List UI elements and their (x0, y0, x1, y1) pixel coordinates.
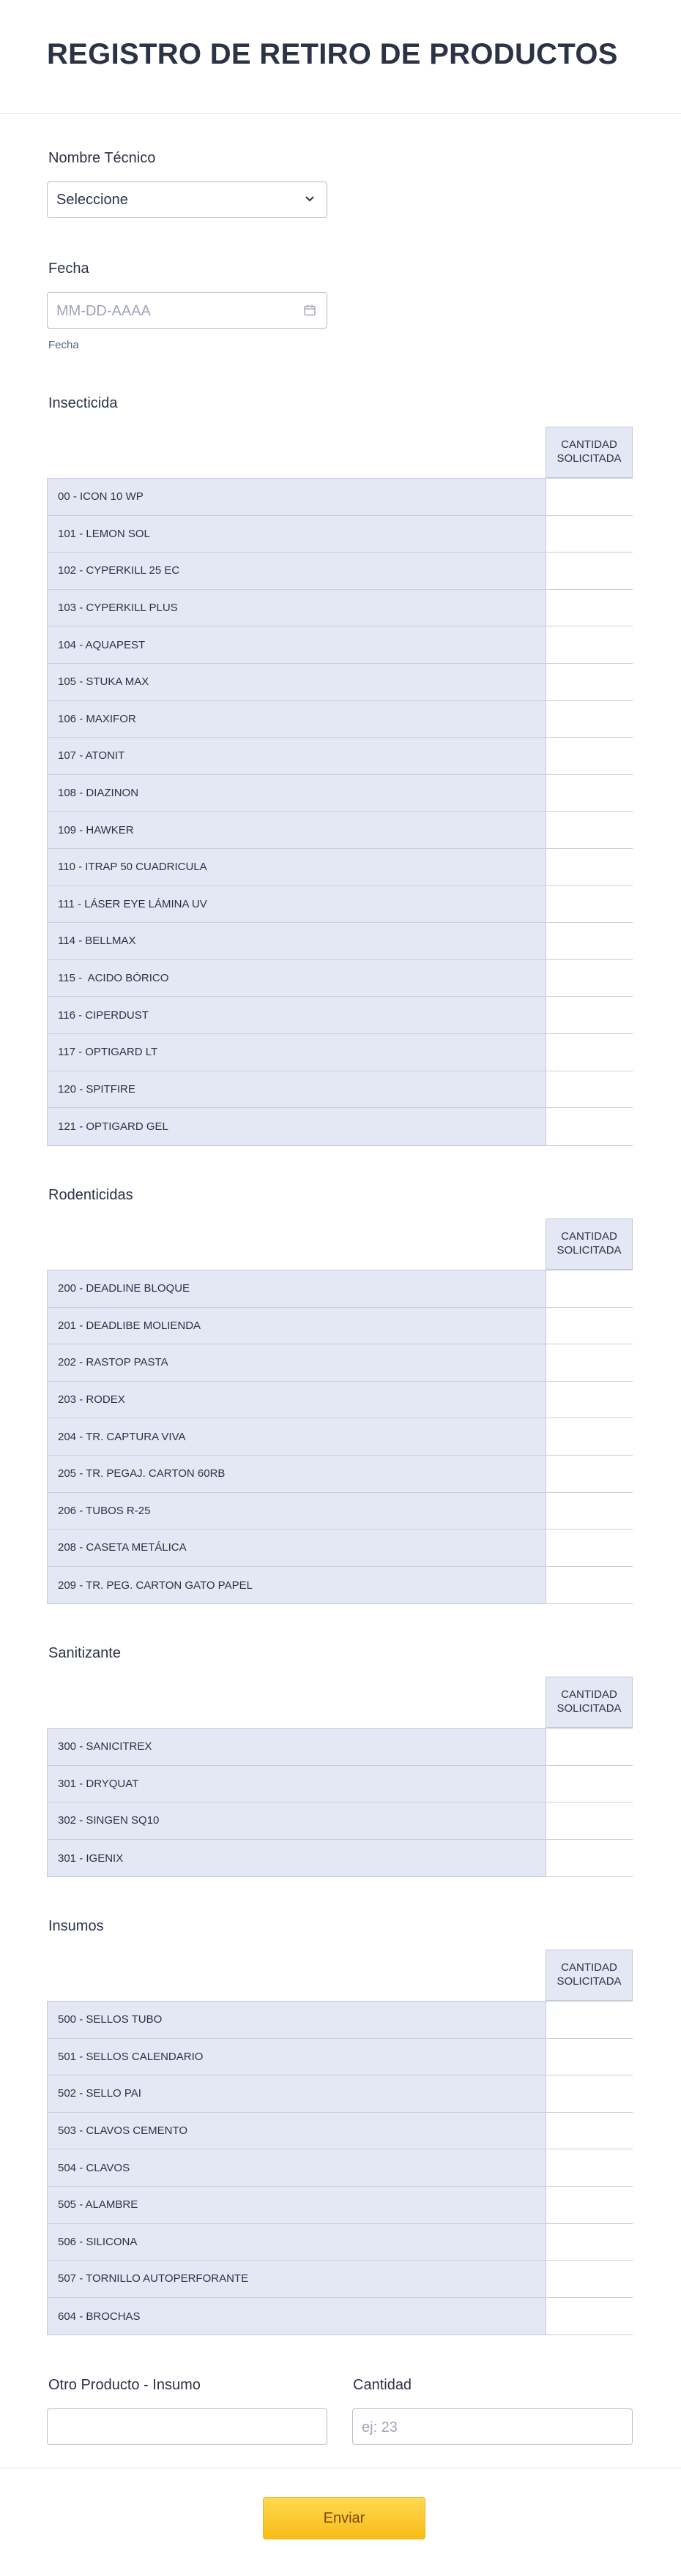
product-name: 107 - ATONIT (48, 738, 546, 774)
cantidad-cell-input[interactable] (546, 2075, 633, 2112)
product-name: 501 - SELLOS CALENDARIO (48, 2039, 546, 2075)
product-name: 203 - RODEX (48, 1382, 546, 1418)
product-name: 204 - TR. CAPTURA VIVA (48, 1418, 546, 1455)
table-row (48, 1034, 632, 1071)
section-title: Sanitizante (48, 1645, 121, 1661)
cantidad-cell-input[interactable] (546, 960, 633, 997)
cantidad-cell-input[interactable] (546, 1456, 633, 1492)
table-row (48, 1766, 632, 1803)
cantidad-cell-input[interactable] (546, 590, 633, 626)
matrix-rows (47, 2001, 633, 2335)
product-name: 110 - ITRAP 50 CUADRICULA (48, 849, 546, 886)
table-row (48, 997, 632, 1034)
cantidad-cell-input[interactable] (546, 2039, 633, 2075)
product-name: 301 - IGENIX (48, 1840, 546, 1877)
product-name: 120 - SPITFIRE (48, 1071, 546, 1108)
table-row (48, 2075, 632, 2113)
cantidad-cell-input[interactable] (546, 2298, 633, 2335)
product-name: 116 - CIPERDUST (48, 997, 546, 1033)
cantidad-cell-input[interactable] (546, 1567, 633, 1604)
table-row (48, 2261, 632, 2298)
table-row (48, 1567, 632, 1604)
product-name: 205 - TR. PEGAJ. CARTON 60RB (48, 1456, 546, 1492)
form-title: REGISTRO DE RETIRO DE PRODUCTOS (47, 38, 618, 70)
table-row (48, 2002, 632, 2039)
cantidad-cell-input[interactable] (546, 664, 633, 700)
product-name: 103 - CYPERKILL PLUS (48, 590, 546, 626)
table-row (48, 1840, 632, 1877)
cantidad-cell-input[interactable] (546, 2002, 633, 2038)
table-row (48, 1418, 632, 1456)
product-name: 121 - OPTIGARD GEL (48, 1108, 546, 1145)
product-name: 202 - RASTOP PASTA (48, 1344, 546, 1381)
table-row (48, 738, 632, 775)
product-name: 505 - ALAMBRE (48, 2187, 546, 2223)
table-row (48, 1530, 632, 1567)
cantidad-cell-input[interactable] (546, 2149, 633, 2186)
table-row (48, 1729, 632, 1766)
table-row (48, 1382, 632, 1419)
fecha-placeholder: MM-DD-AAAA (56, 303, 151, 319)
cantidad-cell-input[interactable] (546, 2187, 633, 2223)
cantidad-cell-input[interactable] (546, 553, 633, 589)
section-title: Rodenticidas (48, 1187, 133, 1203)
cantidad-cell-input[interactable] (546, 1729, 633, 1765)
cantidad-cell-input[interactable] (546, 1802, 633, 1839)
cantidad-cell-input[interactable] (546, 626, 633, 663)
product-name: 108 - DIAZINON (48, 775, 546, 812)
column-header-cantidad: CANTIDAD SOLICITADA (546, 1218, 633, 1270)
form-header (0, 0, 681, 114)
cantidad-cell-input[interactable] (546, 1308, 633, 1344)
product-name: 109 - HAWKER (48, 812, 546, 848)
table-row (48, 553, 632, 590)
cantidad-cell-input[interactable] (546, 1034, 633, 1071)
cantidad-cell-input[interactable] (546, 2261, 633, 2297)
section-title: Insecticida (48, 395, 118, 411)
table-row (48, 1108, 632, 1145)
section-title: Insumos (48, 1918, 104, 1934)
table-row (48, 775, 632, 812)
product-name: 302 - SINGEN SQ10 (48, 1802, 546, 1839)
table-row (48, 886, 632, 924)
cantidad-label: Cantidad (353, 2377, 412, 2393)
calendar-icon[interactable] (303, 304, 316, 317)
column-header-cantidad: CANTIDAD SOLICITADA (546, 1950, 633, 2001)
cantidad-cell-input[interactable] (546, 923, 633, 959)
product-name: 101 - LEMON SOL (48, 516, 546, 553)
tecnico-select[interactable] (47, 181, 327, 218)
table-row (48, 664, 632, 701)
cantidad-cell-input[interactable] (546, 738, 633, 774)
product-name: 00 - ICON 10 WP (48, 479, 546, 515)
table-row (48, 923, 632, 960)
table-row (48, 2187, 632, 2224)
table-row (48, 590, 632, 627)
product-name: 201 - DEADLIBE MOLIENDA (48, 1308, 546, 1344)
tecnico-select-value: Seleccione (56, 192, 128, 208)
product-name: 504 - CLAVOS (48, 2149, 546, 2186)
product-name: 209 - TR. PEG. CARTON GATO PAPEL (48, 1567, 546, 1604)
product-name: 102 - CYPERKILL 25 EC (48, 553, 546, 589)
table-row (48, 1456, 632, 1493)
cantidad-cell-input[interactable] (546, 997, 633, 1033)
cantidad-cell-input[interactable] (546, 1270, 633, 1307)
table-row (48, 1802, 632, 1840)
table-row (48, 2224, 632, 2261)
cantidad-cell-input[interactable] (546, 775, 633, 812)
otro-producto-input[interactable] (47, 2408, 327, 2445)
cantidad-cell-input[interactable] (546, 479, 633, 515)
table-row (48, 626, 632, 664)
table-row (48, 1270, 632, 1308)
product-name: 604 - BROCHAS (48, 2298, 546, 2335)
cantidad-cell-input[interactable] (546, 516, 633, 553)
cantidad-cell-input[interactable] (546, 1766, 633, 1802)
cantidad-cell-input[interactable] (546, 2113, 633, 2149)
fecha-sublabel: Fecha (48, 339, 79, 351)
cantidad-input[interactable] (352, 2408, 633, 2445)
cantidad-cell-input[interactable] (546, 1071, 633, 1108)
product-name: 206 - TUBOS R-25 (48, 1493, 546, 1530)
cantidad-cell-input[interactable] (546, 1530, 633, 1566)
submit-button[interactable]: Enviar (263, 2497, 425, 2539)
product-name: 502 - SELLO PAI (48, 2075, 546, 2112)
product-name: 106 - MAXIFOR (48, 701, 546, 738)
table-row (48, 1344, 632, 1382)
product-name: 500 - SELLOS TUBO (48, 2002, 546, 2038)
table-row (48, 812, 632, 849)
otro-producto-label: Otro Producto - Insumo (48, 2377, 201, 2393)
cantidad-cell-input[interactable] (546, 1108, 633, 1145)
product-name: 117 - OPTIGARD LT (48, 1034, 546, 1071)
matrix-rows (47, 1270, 633, 1604)
column-header-cantidad: CANTIDAD SOLICITADA (546, 1677, 633, 1728)
table-row (48, 479, 632, 516)
cantidad-cell-input[interactable] (546, 701, 633, 738)
product-name: 507 - TORNILLO AUTOPERFORANTE (48, 2261, 546, 2297)
product-name: 115 - ACIDO BÓRICO (48, 960, 546, 997)
cantidad-cell-input[interactable] (546, 886, 633, 923)
table-row (48, 1493, 632, 1530)
table-row (48, 960, 632, 997)
table-row (48, 2298, 632, 2335)
product-name: 503 - CLAVOS CEMENTO (48, 2113, 546, 2149)
cantidad-cell-input[interactable] (546, 1840, 633, 1877)
product-name: 300 - SANICITREX (48, 1729, 546, 1765)
table-row (48, 1308, 632, 1345)
product-name: 301 - DRYQUAT (48, 1766, 546, 1802)
table-row (48, 849, 632, 886)
column-header-cantidad: CANTIDAD SOLICITADA (546, 427, 633, 478)
product-name: 114 - BELLMAX (48, 923, 546, 959)
table-row (48, 516, 632, 553)
cantidad-cell-input[interactable] (546, 849, 633, 886)
product-name: 208 - CASETA METÁLICA (48, 1530, 546, 1566)
product-name: 200 - DEADLINE BLOQUE (48, 1270, 546, 1307)
matrix-rows (47, 1728, 633, 1877)
fecha-label: Fecha (48, 261, 89, 277)
chevron-down-icon (303, 192, 316, 205)
table-row (48, 2113, 632, 2150)
cantidad-cell-input[interactable] (546, 1418, 633, 1455)
cantidad-cell-input[interactable] (546, 2224, 633, 2261)
product-name: 104 - AQUAPEST (48, 626, 546, 663)
table-row (48, 1071, 632, 1109)
cantidad-placeholder: ej: 23 (362, 2419, 398, 2435)
matrix-rows (47, 478, 633, 1146)
cantidad-cell-input[interactable] (546, 812, 633, 848)
cantidad-cell-input[interactable] (546, 1382, 633, 1418)
table-row (48, 2149, 632, 2187)
fecha-input[interactable] (47, 292, 327, 329)
product-name: 506 - SILICONA (48, 2224, 546, 2261)
cantidad-cell-input[interactable] (546, 1493, 633, 1530)
cantidad-cell-input[interactable] (546, 1344, 633, 1381)
table-row (48, 2039, 632, 2076)
product-name: 111 - LÁSER EYE LÁMINA UV (48, 886, 546, 923)
tecnico-label: Nombre Técnico (48, 150, 156, 166)
table-row (48, 701, 632, 738)
product-name: 105 - STUKA MAX (48, 664, 546, 700)
